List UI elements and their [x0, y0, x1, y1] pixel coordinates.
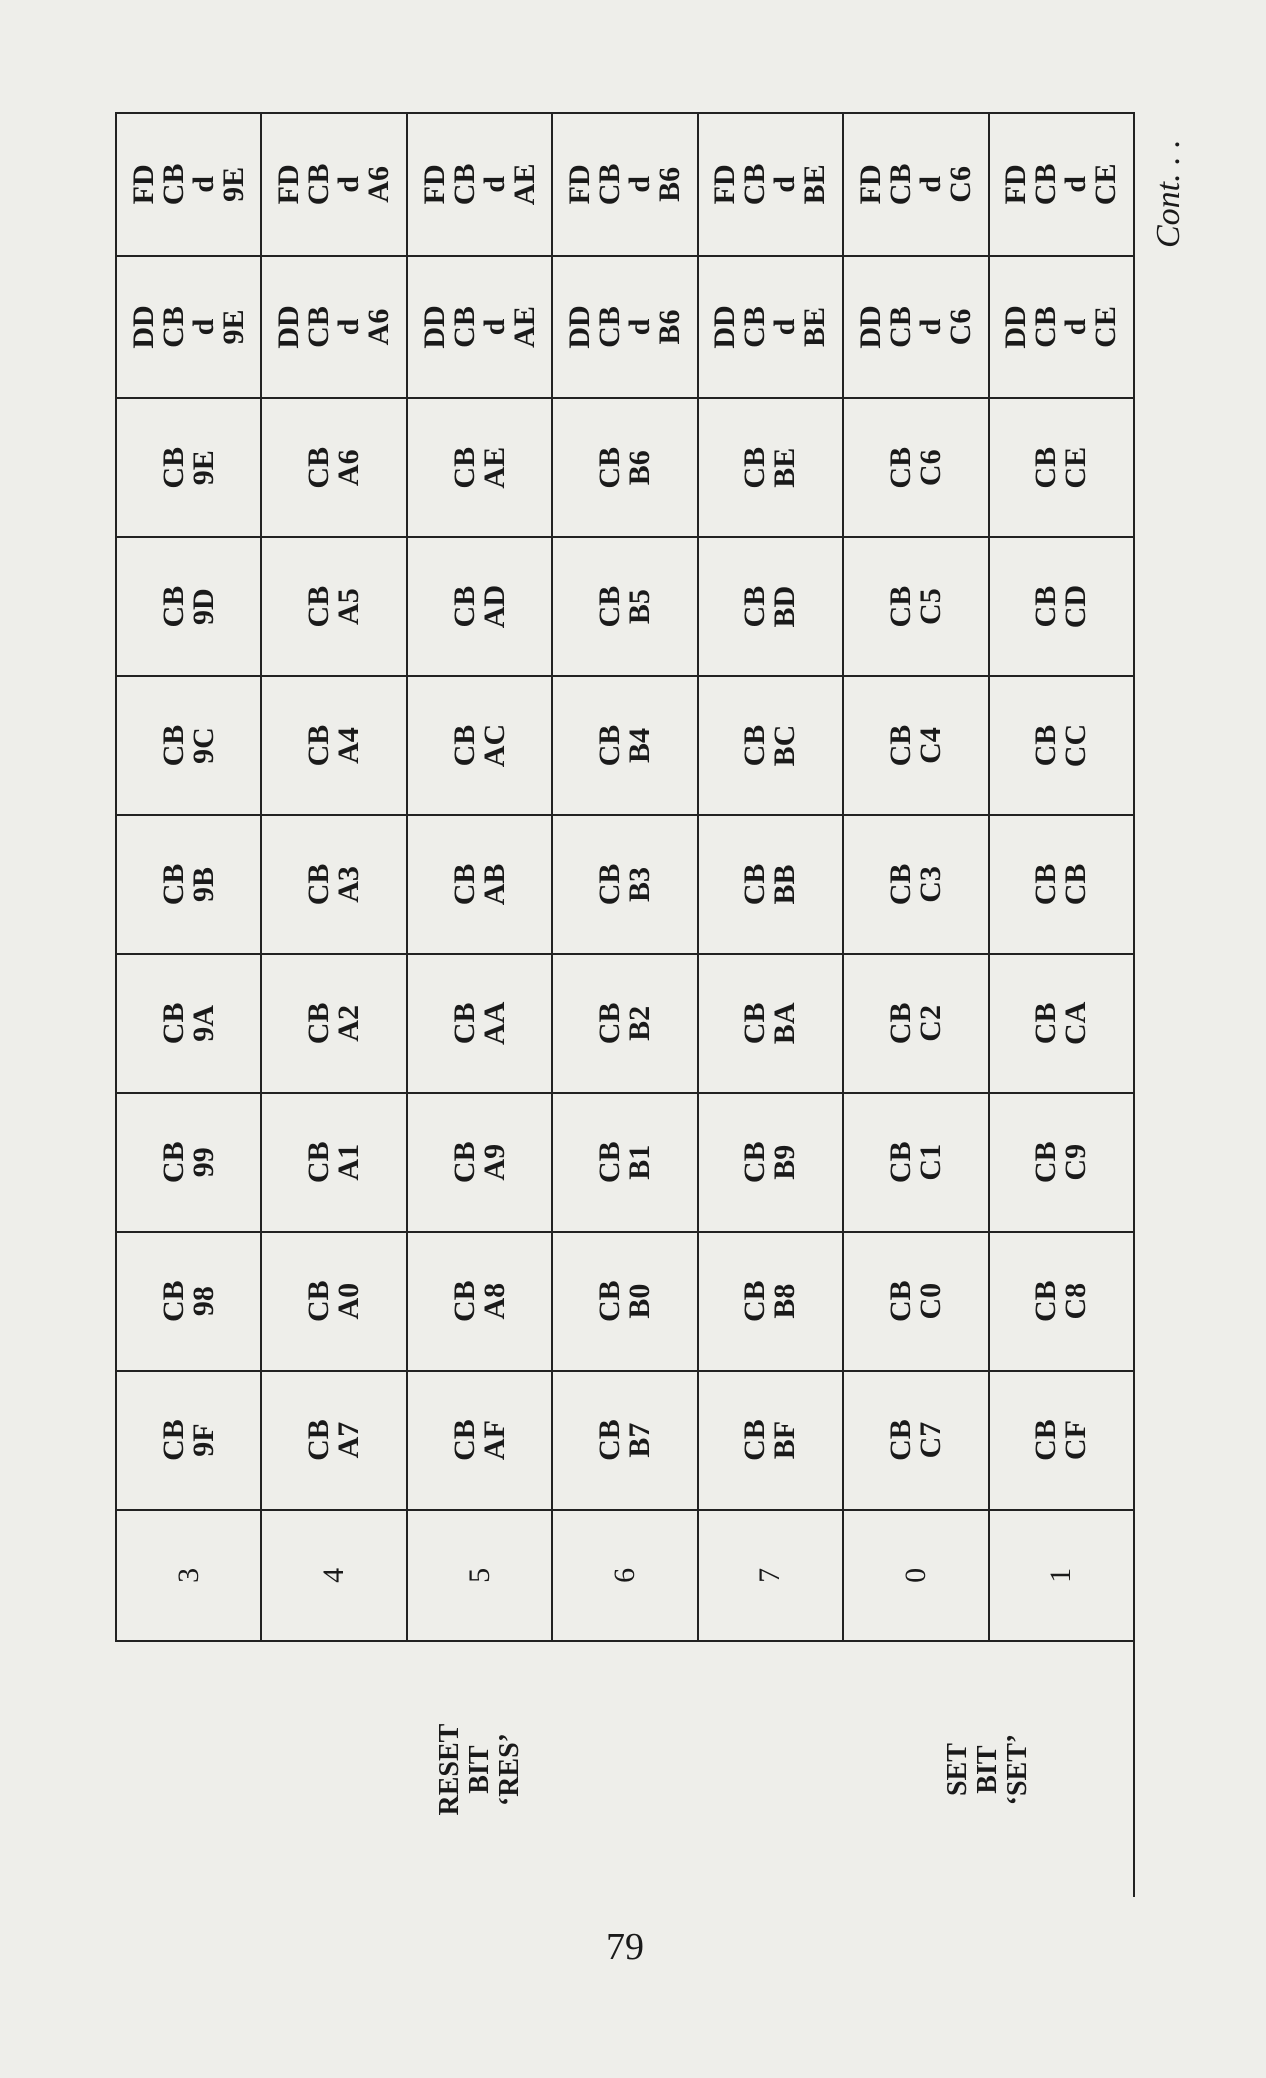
bit-number: 5 — [407, 1510, 552, 1642]
opcode-byte: A4 — [332, 727, 366, 764]
opcode-byte: C6 — [943, 166, 977, 203]
opcode-cell — [552, 113, 697, 256]
opcode-byte: B3 — [622, 866, 656, 902]
opcode-cell — [698, 398, 843, 537]
opcode-byte: CB — [156, 1002, 190, 1045]
opcode-cell — [989, 815, 1134, 954]
opcode-cell — [116, 1371, 261, 1510]
opcode-cell — [552, 1093, 697, 1232]
opcode-byte: CB — [592, 724, 626, 767]
opcode-cell — [261, 113, 406, 256]
opcode-byte: A8 — [477, 1282, 511, 1320]
opcode-byte: d — [622, 318, 656, 336]
opcode-byte: BE — [768, 447, 802, 488]
group-label-line: BIT — [463, 1745, 495, 1794]
opcode-cell — [261, 256, 406, 399]
opcode-byte: B7 — [622, 1422, 656, 1458]
opcode-byte: AB — [477, 863, 511, 906]
opcode-byte: B0 — [622, 1283, 656, 1319]
opcode-byte: DD — [853, 305, 887, 349]
opcode-byte: CB — [738, 446, 772, 489]
opcode-byte: CB — [302, 863, 336, 906]
opcode-cell — [552, 954, 697, 1093]
opcode-byte: CB — [1029, 585, 1063, 628]
group-label-line: SET — [942, 1743, 974, 1797]
opcode-byte: d — [332, 176, 366, 193]
opcode-byte: CB — [302, 306, 336, 348]
opcode-byte: 9D — [186, 588, 220, 625]
opcode-cell — [552, 256, 697, 399]
opcode-cell — [989, 537, 1134, 676]
opcode-byte: CF — [1059, 1420, 1093, 1461]
opcode-byte: A2 — [332, 1005, 366, 1042]
opcode-byte: CB — [738, 863, 772, 906]
opcode-byte: CB — [156, 1280, 190, 1322]
opcode-cell — [261, 815, 406, 954]
opcode-byte: CB — [883, 446, 917, 489]
opcode-byte: CB — [592, 1280, 626, 1322]
opcode-byte: CB — [156, 446, 190, 489]
opcode-byte: B8 — [768, 1283, 802, 1319]
opcode-cell — [552, 676, 697, 815]
opcode-cell — [552, 815, 697, 954]
opcode-cell — [116, 1093, 261, 1232]
opcode-byte: CB — [883, 585, 917, 628]
opcode-byte: CB — [447, 863, 481, 906]
opcode-byte: CB — [883, 1002, 917, 1045]
opcode-byte: CB — [447, 1419, 481, 1461]
opcode-byte: BD — [768, 585, 802, 628]
opcode-byte: 9E — [216, 166, 250, 202]
opcode-byte: C0 — [913, 1282, 947, 1320]
opcode-cell — [843, 398, 988, 537]
group-label-line: ‘RES’ — [493, 1733, 525, 1807]
opcode-cell — [407, 1093, 552, 1232]
opcode-byte: CB — [302, 163, 336, 206]
opcode-byte: CB — [302, 1419, 336, 1461]
opcode-cell — [407, 398, 552, 537]
opcode-cell — [116, 113, 261, 256]
opcode-byte: d — [186, 176, 220, 193]
group-label-line: ‘SET’ — [1002, 1733, 1034, 1806]
page-number: 79 — [606, 1926, 644, 1968]
opcode-byte: CB — [447, 585, 481, 628]
opcode-cell — [843, 1371, 988, 1510]
opcode-byte: B2 — [622, 1005, 656, 1041]
opcode-cell — [843, 537, 988, 676]
opcode-byte: d — [768, 176, 802, 193]
opcode-cell — [989, 256, 1134, 399]
opcode-byte: 9A — [186, 1005, 220, 1042]
opcode-cell — [989, 398, 1134, 537]
opcode-byte: CB — [592, 163, 626, 206]
opcode-byte: A3 — [332, 866, 366, 903]
opcode-cell — [989, 1371, 1134, 1510]
opcode-byte: CB — [738, 585, 772, 628]
opcode-byte: C6 — [913, 449, 947, 487]
group-label-line: BIT — [972, 1745, 1004, 1794]
opcode-cell — [698, 954, 843, 1093]
opcode-byte: B5 — [622, 589, 656, 625]
opcode-byte: d — [913, 318, 947, 336]
opcode-byte: CB — [156, 163, 190, 206]
table-row — [116, 113, 261, 1897]
opcode-byte: 9E — [186, 450, 220, 486]
opcode-cell — [552, 1371, 697, 1510]
opcode-byte: CB — [1059, 863, 1093, 906]
table-row — [989, 113, 1134, 1897]
opcode-byte: CB — [738, 306, 772, 348]
opcode-cell — [407, 113, 552, 256]
opcode-byte: B6 — [622, 450, 656, 486]
opcode-cell — [407, 1232, 552, 1371]
opcode-byte: AE — [477, 446, 511, 489]
opcode-byte: d — [332, 318, 366, 336]
opcode-byte: CC — [1059, 723, 1093, 768]
opcode-byte: CB — [1029, 306, 1063, 348]
opcode-byte: 9B — [186, 866, 220, 902]
opcode-cell — [116, 815, 261, 954]
opcode-byte: d — [1059, 176, 1093, 193]
opcode-byte: d — [186, 318, 220, 336]
table-row — [843, 113, 988, 1897]
opcode-byte: A6 — [332, 449, 366, 487]
opcode-byte: CB — [592, 306, 626, 348]
opcode-byte: d — [477, 318, 511, 336]
opcode-byte: CB — [738, 1141, 772, 1184]
opcode-byte: CB — [156, 1419, 190, 1461]
opcode-byte: DD — [562, 305, 596, 349]
opcode-byte: CB — [302, 446, 336, 489]
group-label — [116, 1641, 843, 1897]
opcode-cell — [989, 113, 1134, 256]
opcode-cell — [843, 113, 988, 256]
opcode-cell — [698, 1371, 843, 1510]
opcode-byte: A0 — [332, 1282, 366, 1320]
opcode-byte: AA — [477, 1001, 511, 1046]
continued-text: Cont. . . — [1150, 139, 1187, 248]
bit-number: 0 — [843, 1510, 988, 1642]
opcode-byte: C4 — [913, 727, 947, 764]
opcode-byte: B1 — [622, 1144, 656, 1180]
opcode-byte: d — [768, 318, 802, 336]
opcode-byte: AE — [507, 306, 541, 348]
opcode-byte: CB — [738, 1280, 772, 1322]
opcode-byte: FD — [853, 164, 887, 205]
opcode-byte: 9F — [186, 1423, 220, 1457]
opcode-cell — [407, 537, 552, 676]
opcode-byte: d — [913, 176, 947, 193]
opcode-cell — [989, 954, 1134, 1093]
opcode-byte: AC — [477, 723, 511, 768]
opcode-cell — [698, 256, 843, 399]
opcode-byte: BE — [798, 306, 832, 347]
opcode-byte: C7 — [913, 1421, 947, 1459]
opcode-table — [115, 112, 1135, 1897]
opcode-byte: FD — [272, 164, 306, 205]
opcode-byte: CB — [883, 724, 917, 767]
opcode-cell — [843, 1093, 988, 1232]
opcode-byte: A6 — [362, 308, 396, 346]
opcode-byte: DD — [999, 305, 1033, 349]
opcode-cell — [552, 537, 697, 676]
opcode-cell — [989, 676, 1134, 815]
opcode-byte: FD — [126, 164, 160, 205]
opcode-byte: CB — [883, 306, 917, 348]
opcode-byte: CB — [156, 724, 190, 767]
opcode-byte: CB — [302, 1280, 336, 1322]
opcode-cell — [698, 1093, 843, 1232]
opcode-byte: B9 — [768, 1144, 802, 1180]
opcode-byte: d — [1059, 318, 1093, 336]
opcode-byte: CB — [156, 1141, 190, 1184]
opcode-cell — [698, 1232, 843, 1371]
opcode-byte: 9E — [216, 309, 250, 345]
opcode-byte: CB — [1029, 1002, 1063, 1045]
opcode-byte: A6 — [362, 166, 396, 203]
opcode-byte: A5 — [332, 588, 366, 625]
opcode-byte: CB — [302, 724, 336, 767]
opcode-byte: C9 — [1059, 1143, 1093, 1181]
opcode-cell — [552, 1232, 697, 1371]
opcode-cell — [989, 1093, 1134, 1232]
opcode-byte: CB — [592, 585, 626, 628]
opcode-byte: C1 — [913, 1143, 947, 1181]
opcode-cell — [843, 815, 988, 954]
opcode-byte: DD — [272, 305, 306, 349]
opcode-byte: DD — [126, 305, 160, 349]
opcode-cell — [116, 676, 261, 815]
opcode-byte: A7 — [332, 1421, 366, 1459]
opcode-byte: CB — [447, 163, 481, 206]
opcode-cell — [989, 1232, 1134, 1371]
opcode-cell — [698, 815, 843, 954]
opcode-byte: CD — [1059, 584, 1093, 629]
opcode-cell — [407, 676, 552, 815]
opcode-byte: AD — [477, 584, 511, 629]
opcode-byte: DD — [417, 305, 451, 349]
opcode-byte: AF — [477, 1420, 511, 1461]
opcode-byte: CB — [883, 863, 917, 906]
opcode-byte: 99 — [186, 1147, 220, 1178]
opcode-cell — [116, 954, 261, 1093]
opcode-byte: CB — [156, 585, 190, 628]
opcode-cell — [116, 256, 261, 399]
opcode-byte: CB — [302, 1002, 336, 1045]
opcode-cell — [698, 113, 843, 256]
continued-note — [1150, 138, 1190, 258]
opcode-byte: CB — [447, 1280, 481, 1322]
opcode-byte: CB — [592, 1419, 626, 1461]
opcode-cell — [261, 1093, 406, 1232]
opcode-byte: CE — [1089, 163, 1123, 206]
opcode-cell — [843, 256, 988, 399]
opcode-byte: CB — [738, 724, 772, 767]
opcode-byte: CB — [738, 1419, 772, 1461]
table-row — [552, 113, 697, 1897]
opcode-cell — [843, 676, 988, 815]
group-label — [843, 1641, 1134, 1897]
opcode-byte: CB — [592, 863, 626, 906]
bit-number: 7 — [698, 1510, 843, 1642]
opcode-byte: CE — [1089, 306, 1123, 348]
opcode-byte: A1 — [332, 1143, 366, 1181]
opcode-byte: FD — [999, 164, 1033, 205]
opcode-byte: CA — [1059, 1001, 1093, 1046]
opcode-byte: FD — [708, 164, 742, 205]
opcode-cell — [843, 954, 988, 1093]
opcode-cell — [261, 1232, 406, 1371]
opcode-byte: d — [622, 176, 656, 193]
opcode-byte: CB — [883, 1419, 917, 1461]
opcode-cell — [698, 537, 843, 676]
opcode-cell — [116, 537, 261, 676]
opcode-byte: B6 — [652, 309, 686, 345]
opcode-cell — [261, 398, 406, 537]
opcode-byte: CB — [592, 1002, 626, 1045]
opcode-byte: CB — [1029, 446, 1063, 489]
table-row — [261, 113, 406, 1897]
opcode-cell — [552, 398, 697, 537]
opcode-byte: BB — [768, 864, 802, 905]
opcode-byte: 98 — [186, 1286, 220, 1317]
opcode-byte: CE — [1059, 446, 1093, 489]
opcode-cell — [698, 676, 843, 815]
opcode-byte: CB — [883, 1141, 917, 1184]
opcode-byte: d — [477, 176, 511, 193]
opcode-byte: CB — [738, 1002, 772, 1045]
opcode-byte: CB — [302, 585, 336, 628]
opcode-byte: C8 — [1059, 1282, 1093, 1320]
opcode-cell — [261, 1371, 406, 1510]
opcode-byte: C5 — [913, 588, 947, 625]
opcode-cell — [407, 1371, 552, 1510]
opcode-byte: CB — [1029, 1141, 1063, 1184]
opcode-byte: CB — [447, 1141, 481, 1184]
opcode-byte: A9 — [477, 1143, 511, 1181]
bit-number: 3 — [116, 1510, 261, 1642]
opcode-byte: C2 — [913, 1005, 947, 1042]
opcode-byte: CB — [156, 863, 190, 906]
opcode-byte: CB — [883, 1280, 917, 1322]
opcode-byte: CB — [447, 446, 481, 489]
opcode-byte: CB — [447, 306, 481, 348]
opcode-byte: DD — [708, 305, 742, 349]
bit-number: 6 — [552, 1510, 697, 1642]
group-label-line: RESET — [433, 1723, 465, 1816]
opcode-byte: CB — [447, 1002, 481, 1045]
opcode-cell — [261, 954, 406, 1093]
opcode-byte: CB — [156, 306, 190, 348]
opcode-cell — [407, 954, 552, 1093]
opcode-byte: CB — [1029, 724, 1063, 767]
opcode-byte: CB — [592, 1141, 626, 1184]
opcode-cell — [116, 398, 261, 537]
opcode-byte: CB — [1029, 1280, 1063, 1322]
opcode-byte: B4 — [622, 728, 656, 764]
table-row — [407, 113, 552, 1897]
opcode-table-region — [115, 112, 1135, 1897]
opcode-cell — [407, 815, 552, 954]
opcode-byte: BA — [768, 1002, 802, 1045]
opcode-byte: BF — [768, 1420, 802, 1460]
table-row — [698, 113, 843, 1897]
bit-number: 4 — [261, 1510, 406, 1642]
opcode-byte: B6 — [652, 166, 686, 202]
opcode-byte: CB — [1029, 163, 1063, 206]
opcode-byte: BC — [768, 724, 802, 767]
opcode-cell — [843, 1232, 988, 1371]
opcode-cell — [116, 1232, 261, 1371]
opcode-byte: CB — [1029, 1419, 1063, 1461]
opcode-cell — [261, 537, 406, 676]
opcode-cell — [261, 676, 406, 815]
opcode-byte: CB — [883, 163, 917, 206]
opcode-byte: AE — [507, 163, 541, 206]
opcode-byte: CB — [447, 724, 481, 767]
bit-number: 1 — [989, 1510, 1134, 1642]
opcode-byte: FD — [562, 164, 596, 205]
opcode-byte: CB — [302, 1141, 336, 1184]
opcode-byte: CB — [592, 446, 626, 489]
opcode-byte: C3 — [913, 866, 947, 903]
opcode-byte: CB — [1029, 863, 1063, 906]
opcode-byte: C6 — [943, 308, 977, 346]
opcode-byte: BE — [798, 164, 832, 205]
opcode-cell — [407, 256, 552, 399]
opcode-byte: 9C — [186, 727, 220, 764]
opcode-byte: CB — [738, 163, 772, 206]
opcode-byte: FD — [417, 164, 451, 205]
